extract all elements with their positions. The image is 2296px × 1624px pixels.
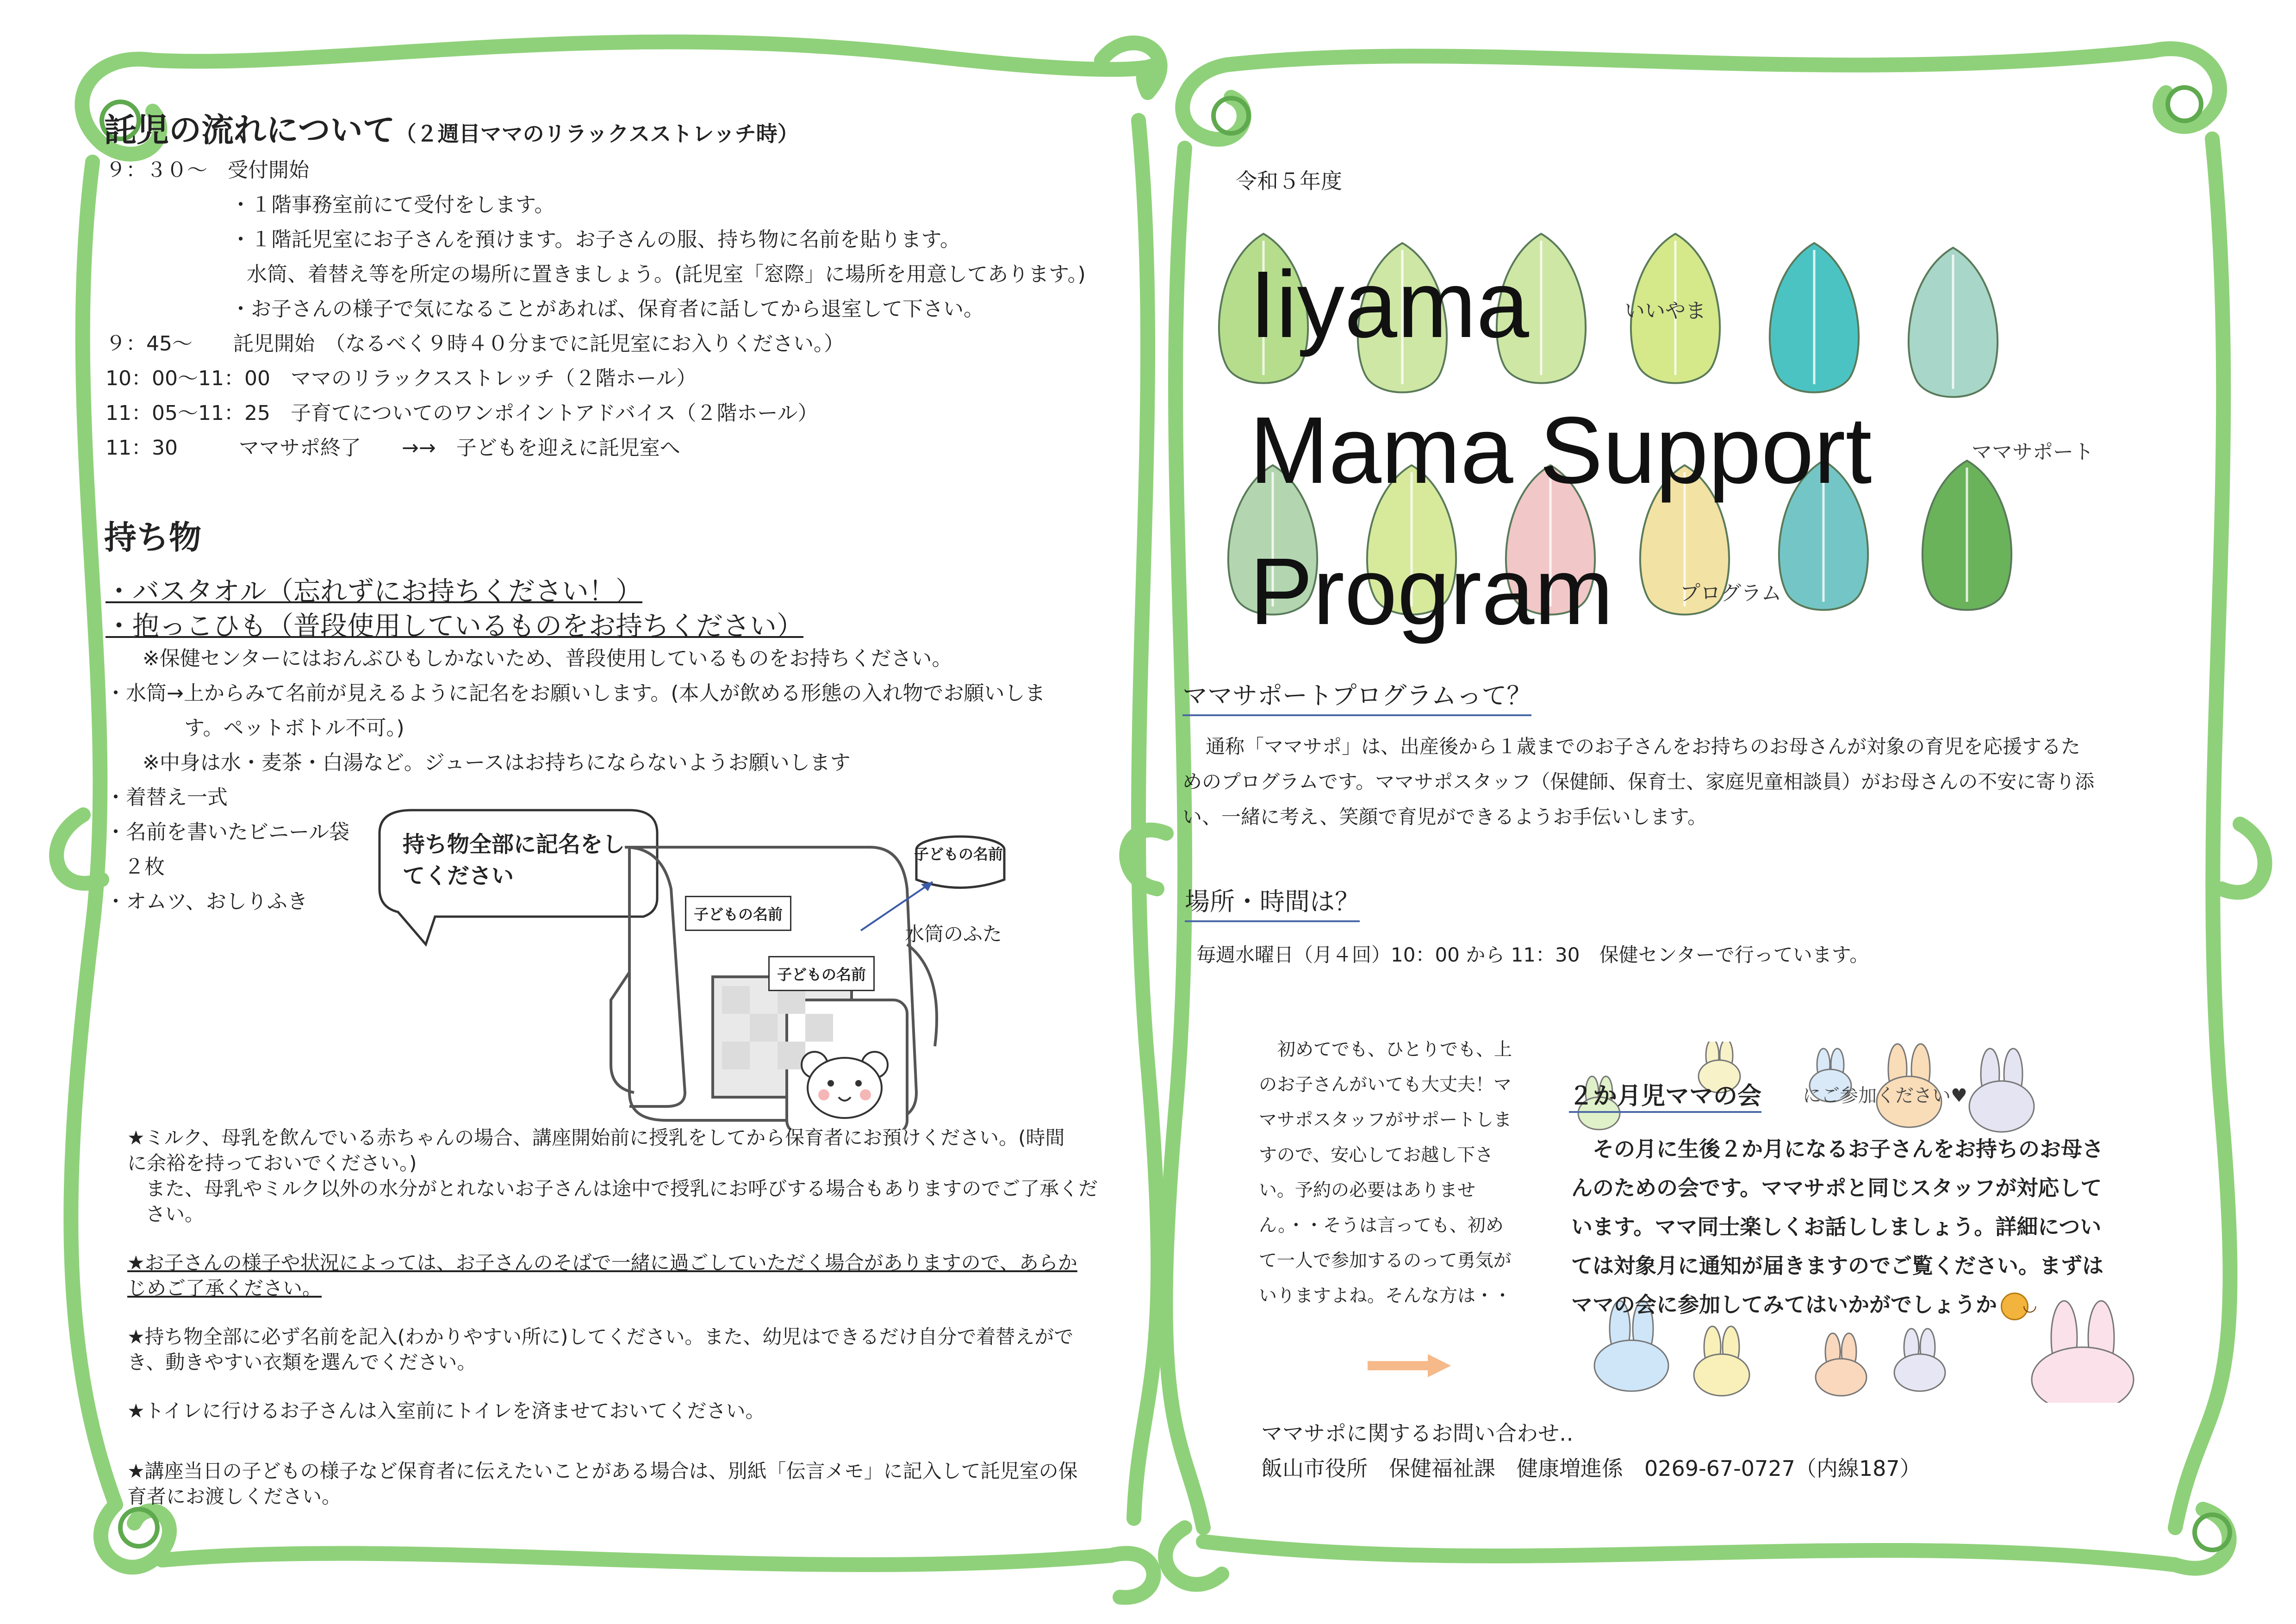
schedule-line: 水筒、着替え等を所定の場所に置きましょう。(託児室「窓際」に場所を用意してあります。): [247, 262, 1086, 286]
bring-item-carrier: ・抱っこひも（普段使用しているものをお持ちください）: [106, 610, 804, 642]
ruby-program: プログラム: [1680, 581, 1782, 605]
name-label-bag: 子どもの名前: [685, 896, 791, 931]
contact-body: 飯山市役所 保健福祉課 健康増進係 0269-67-0727（内線187）: [1261, 1456, 1921, 1481]
note-stay: ★お子さんの様子や状況によっては、お子さんのそばで一緒に過ごしていただく場合がありますので、あらかじめご了承ください。: [127, 1251, 1077, 1299]
schedule-line: 11：30 ママサポ終了 →→ 子どもを迎えに託児室へ: [106, 436, 680, 460]
note-memo: ★講座当日の子どもの様子など保育者に伝えたいことがある場合は、別紙「伝言メモ」に記入して託児室の保育者にお渡しください。: [127, 1460, 1078, 1508]
bring-line: ※保健センターにはおんぶひもしかないため、普段使用しているものをお持ちください。: [143, 647, 952, 670]
schedule-line: ・お子さんの様子で気になることがあれば、保育者に話してから退室して下さい。: [230, 297, 984, 321]
contact-lead: ママサポに関するお問い合わせ‥: [1261, 1421, 1574, 1446]
section-where-body: 毎週水曜日（月４回）10：00 から 11：30 保健センターで行っています。: [1196, 943, 1869, 966]
meet-body-text: その月に生後２か月になるお子さんをお持ちのお母さんのための会です。ママサポと同じスタッフが対応しています。ママ同士楽しくお話ししましょう。詳細については対象月に通知が届きますのでご覧ください。まずはママの会に参加してみてはいかがでしょうか: [1571, 1137, 2103, 1317]
meet-title: ２か月児ママの会: [1569, 1076, 1761, 1113]
ruby-mama-support: ママサポート: [1972, 440, 2094, 464]
note-milk-2: また、母乳やミルク以外の水分がとれないお子さんは途中で授乳にお呼びする場合もありますのでご了承ください。: [146, 1177, 1098, 1225]
name-label-cap: 子どもの名前: [914, 845, 1003, 863]
heart-icon: ♥: [1951, 1085, 1967, 1106]
flow-title-text: 託児の流れについて: [104, 111, 395, 149]
bring-line: ・着替え一式: [106, 786, 228, 809]
meet-body: [1571, 1130, 2113, 1324]
bring-line: す。ペットボトル不可。): [184, 716, 404, 740]
section-what: ママサポートプログラムって？: [1182, 676, 1531, 716]
bring-line: ・オムツ、おしりふき: [106, 890, 308, 913]
title-iiyama: Iiyama: [1250, 251, 1529, 357]
schedule-line: ・１階事務室前にて受付をします。: [230, 193, 555, 217]
flow-subtitle: （２週目ママのリラックスストレッチ時）: [395, 121, 799, 146]
name-label-pocket: 子どもの名前: [768, 956, 875, 991]
schedule-line: ９：45～ 託児開始 （なるべく９時４０分までに託児室にお入りください。）: [106, 332, 844, 356]
meet-subtitle: [1803, 1081, 1967, 1107]
invite-text: 初めてでも、ひとりでも、上のお子さんがいても大丈夫！ママサポスタッフがサポートしますので、安心してお越し下さい。予約の必要はありません。・・そうは言っても、初めて一人で参加するのって勇気がいりますよね。そんな方は・・: [1259, 1039, 1512, 1306]
note-milk: ★ミルク、母乳を飲んでいる赤ちゃんの場合、講座開始前に授乳をしてから保育者にお預けください。(時間に余裕を持っておいでください。): [127, 1126, 1065, 1174]
meet-subtitle-text: にご参加ください: [1803, 1085, 1951, 1106]
bring-title: 持ち物: [104, 518, 201, 556]
schedule-line: ９：３０～ 受付開始: [106, 158, 309, 182]
section-where: 場所・時間は？: [1185, 882, 1360, 922]
bottle-cap-label: 水筒のふた: [905, 923, 1002, 945]
year-label: 令和５年度: [1236, 169, 1342, 194]
schedule-line: 10：00～11：00 ママのリラックスストレッチ（２階ホール）: [106, 367, 697, 390]
title-mama-support: Mama Support: [1250, 397, 1872, 503]
bring-line: ２枚: [124, 855, 165, 879]
arrow-icon: [1368, 1354, 1451, 1377]
title-program: Program: [1250, 538, 1614, 644]
ruby-iiyama: いいやま: [1624, 299, 1706, 323]
bring-line: ※中身は水・麦茶・白湯など。ジュースはお持ちにならないようお願いします: [143, 751, 851, 775]
bubble-text: 持ち物全部に記名をしてください: [403, 831, 625, 889]
note-names: ★持ち物全部に必ず名前を記入(わかりやすい所に)してください。また、幼児はできるだけ自分で着替えができ、動きやすい衣類を選んでください。: [127, 1325, 1074, 1374]
bring-item-towel: ・バスタオル（忘れずにお持ちください！）: [106, 575, 643, 607]
schedule-line: 11：05～11：25 子育てについてのワンポイントアドバイス（２階ホール）: [106, 401, 818, 425]
bring-line: ・名前を書いたビニール袋: [106, 820, 350, 844]
schedule-line: ・１階託児室にお子さんを預けます。お子さんの服、持ち物に名前を貼ります。: [230, 228, 960, 251]
section-what-body: 通称「ママサポ」は、出産後から１歳までのお子さんをお持ちのお母さんが対象の育児を応援するためのプログラムです。ママサポスタッフ（保健師、保育士、家庭児童相談員）がお母さんの不安に寄り添い、一緒に考え、笑顔で育児ができるようお手伝いします。: [1182, 735, 2095, 828]
flow-title: [104, 104, 799, 151]
note-toilet: ★トイレに行けるお子さんは入室前にトイレを済ませておいてください。: [127, 1399, 765, 1422]
smile-icon: ◡: [2001, 1293, 2028, 1320]
bring-line: ・水筒→上からみて名前が見えるように記名をお願いします。(本人が飲める形態の入れ物でお願いしま: [106, 681, 1045, 705]
